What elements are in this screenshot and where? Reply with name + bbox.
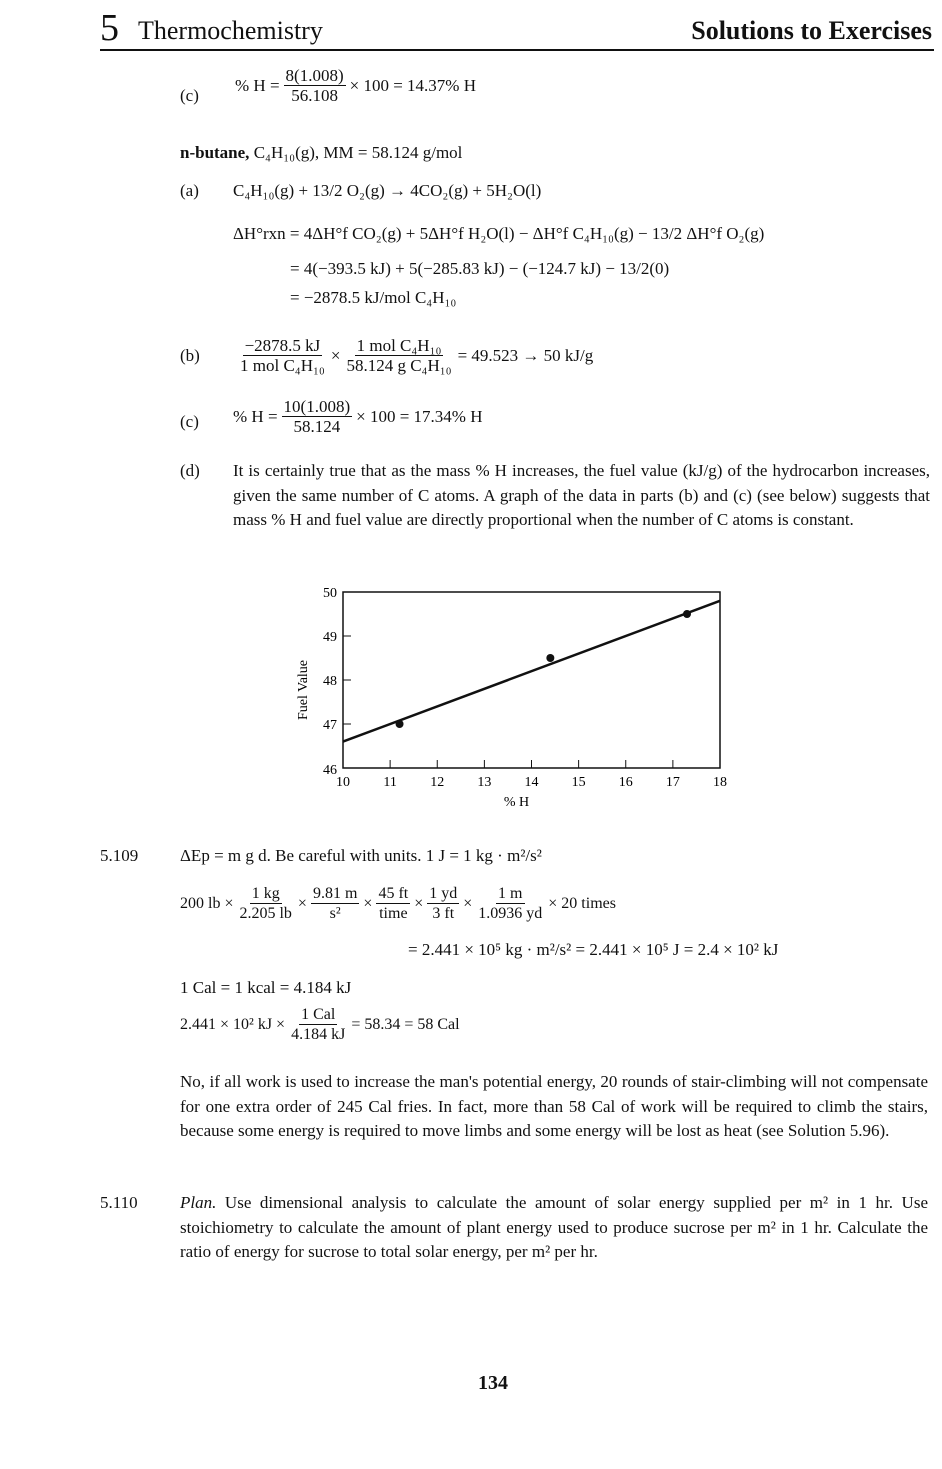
x-tick-label: 16	[618, 775, 633, 790]
calc-frac-2	[311, 884, 359, 923]
y-tick-label: 48	[323, 674, 337, 689]
chapter-number: 5	[100, 7, 119, 49]
prev-c-lhs: % H =	[235, 75, 280, 95]
x-tick-label: 11	[383, 775, 397, 790]
calc-f1-num: 1 kg	[251, 885, 280, 902]
calc-frac-3	[376, 884, 410, 923]
x-axis-label: % H	[503, 795, 530, 810]
calc-f3-num: 45 ft	[378, 885, 409, 902]
prev-c-label: (c)	[180, 86, 199, 105]
header-rule	[100, 49, 934, 51]
calc-tail: × 20 times	[548, 894, 616, 912]
conv-frac	[289, 1005, 347, 1044]
calc-frac-5	[476, 884, 544, 923]
prev-c-rhs: × 100 = 14.37% H	[349, 75, 476, 95]
calc-f5-num: 1 m	[498, 885, 523, 902]
calc-f5-den: 1.0936 yd	[478, 905, 543, 922]
conv-den: 4.184 kJ	[291, 1026, 346, 1043]
ex-5-110-number: 5.110	[100, 1193, 138, 1212]
prev-c-equation	[235, 66, 476, 105]
part-d-label: (d)	[180, 461, 200, 480]
page-number: 134	[478, 1372, 508, 1394]
y-tick-label: 50	[323, 586, 337, 601]
part-a-step2: = −2878.5 kJ/mol C₄H₁₀	[290, 288, 457, 307]
calc-f4-num: 1 yd	[429, 885, 458, 902]
calc-f2-num: 9.81 m	[312, 885, 358, 902]
part-d-text: It is certainly true that as the mass % H increases, the fuel value (kJ/g) of the hydrocarbon increases, given the same number of C atoms. A graph of the data in parts (b) and (c) (see below) suggests that mass % H and fuel value are directly proportional when the number of C atoms is constant.	[233, 461, 930, 529]
part-b-fraction-1	[238, 336, 327, 375]
butane-heading-bold: n-butane,	[180, 143, 250, 162]
ex-5-110-text-block	[180, 1191, 928, 1265]
times-sign: ×	[297, 894, 307, 912]
part-b-den2: 58.124 g C₄H₁₀	[346, 356, 452, 375]
times-sign: ×	[414, 894, 424, 912]
part-a-label: (a)	[180, 181, 199, 200]
calc-f3-den: time	[379, 905, 408, 922]
prev-c-den: 56.108	[291, 86, 338, 105]
x-tick-label: 14	[524, 775, 539, 790]
ex-5-109-cal-def: 1 Cal = 1 kcal = 4.184 kJ	[180, 978, 352, 997]
butane-heading	[180, 143, 462, 163]
part-a-equation: C₄H₁₀(g) + 13/2 O₂(g) → 4CO₂(g) + 5H₂O(l)	[233, 181, 542, 200]
ex-5-109-calc	[180, 884, 616, 923]
ex-5-109-intro: ΔEp = m g d. Be careful with units. 1 J = 1 kg · m²/s²	[180, 846, 542, 865]
part-b-rhs: = 49.523 → 50 kJ/g	[457, 345, 594, 365]
part-b-num1: −2878.5 kJ	[244, 336, 321, 355]
y-axis-label: Fuel Value	[296, 659, 311, 721]
x-tick-label: 13	[477, 775, 492, 790]
ex-5-109-conversion	[180, 1005, 460, 1044]
x-tick-label: 15	[571, 775, 586, 790]
x-tick-label: 12	[430, 775, 445, 790]
conv-rhs: = 58.34 = 58 Cal	[351, 1015, 460, 1033]
conv-lead: 2.441 × 10² kJ ×	[180, 1015, 286, 1033]
x-tick-label: 10	[336, 775, 350, 790]
fuel-value-chart	[290, 572, 740, 822]
times-sign: ×	[463, 894, 473, 912]
data-point	[396, 720, 404, 728]
part-c-rhs: × 100 = 17.34% H	[356, 406, 483, 426]
part-a-dh-line: ΔH°rxn = 4ΔH°f CO₂(g) + 5ΔH°f H₂O(l) − ΔH°f C₄H₁₀(g) − 13/2 ΔH°f O₂(g)	[233, 224, 765, 243]
data-point	[683, 610, 691, 618]
part-b-label: (b)	[180, 346, 200, 365]
chapter-title: Thermochemistry	[138, 16, 323, 45]
ex-5-110-plan-label: Plan.	[180, 1193, 217, 1212]
calc-lead: 200 lb ×	[180, 894, 234, 912]
data-point	[546, 654, 554, 662]
part-c-den: 58.124	[293, 417, 341, 436]
calc-frac-4	[427, 884, 459, 923]
ex-5-110-text: Use dimensional analysis to calculate the amount of solar energy supplied per m² in 1 hr. Use stoichiometry to calculate the amount of plant energy used to produce sucrose per m² in 1 hr. Calculate the ratio of energy for sucrose to total solar energy, per m² per hr.	[180, 1193, 928, 1261]
calc-f2-den: s²	[329, 905, 341, 922]
part-c-lhs: % H =	[233, 406, 278, 426]
x-tick-label: 18	[713, 775, 727, 790]
butane-heading-rest: C₄H₁₀(g), MM = 58.124 g/mol	[253, 143, 463, 162]
part-a-step1: = 4(−393.5 kJ) + 5(−285.83 kJ) − (−124.7 kJ) − 13/2(0)	[290, 259, 670, 278]
ex-5-109-number: 5.109	[100, 846, 139, 865]
part-b-num2: 1 mol C₄H₁₀	[356, 336, 442, 355]
part-b-times: ×	[330, 345, 341, 365]
part-c-label: (c)	[180, 412, 199, 431]
section-title: Solutions to Exercises	[691, 16, 932, 45]
part-c-fraction	[282, 397, 353, 436]
prev-c-fraction	[284, 66, 346, 105]
y-tick-label: 47	[323, 718, 337, 733]
times-sign: ×	[363, 894, 373, 912]
calc-frac-1	[237, 884, 293, 923]
part-b-fraction-2	[344, 336, 453, 375]
part-b-equation	[236, 336, 593, 375]
y-tick-label: 46	[323, 763, 337, 778]
plot-frame	[343, 592, 720, 768]
x-tick-label: 17	[665, 775, 680, 790]
part-c-num: 10(1.008)	[283, 397, 351, 416]
prev-c-num: 8(1.008)	[285, 66, 344, 85]
ex-5-109-result: = 2.441 × 10⁵ kg · m²/s² = 2.441 × 10⁵ J = 2.4 × 10² kJ	[408, 940, 779, 959]
calc-f1-den: 2.205 lb	[239, 905, 292, 922]
part-b-den1: 1 mol C₄H₁₀	[240, 356, 325, 375]
ex-5-109-conclusion: No, if all work is used to increase the man's potential energy, 20 rounds of stair-climbing will not compensate for one extra order of 245 Cal fries. In fact, more than 58 Cal of work will be required to climb the stairs, because some energy is required to move limbs and some energy will be lost as heat (see Solution 5.96).	[180, 1072, 928, 1140]
y-tick-label: 49	[323, 630, 337, 645]
calc-f4-den: 3 ft	[432, 905, 455, 922]
conv-num: 1 Cal	[301, 1006, 336, 1023]
part-c-equation	[233, 397, 482, 436]
